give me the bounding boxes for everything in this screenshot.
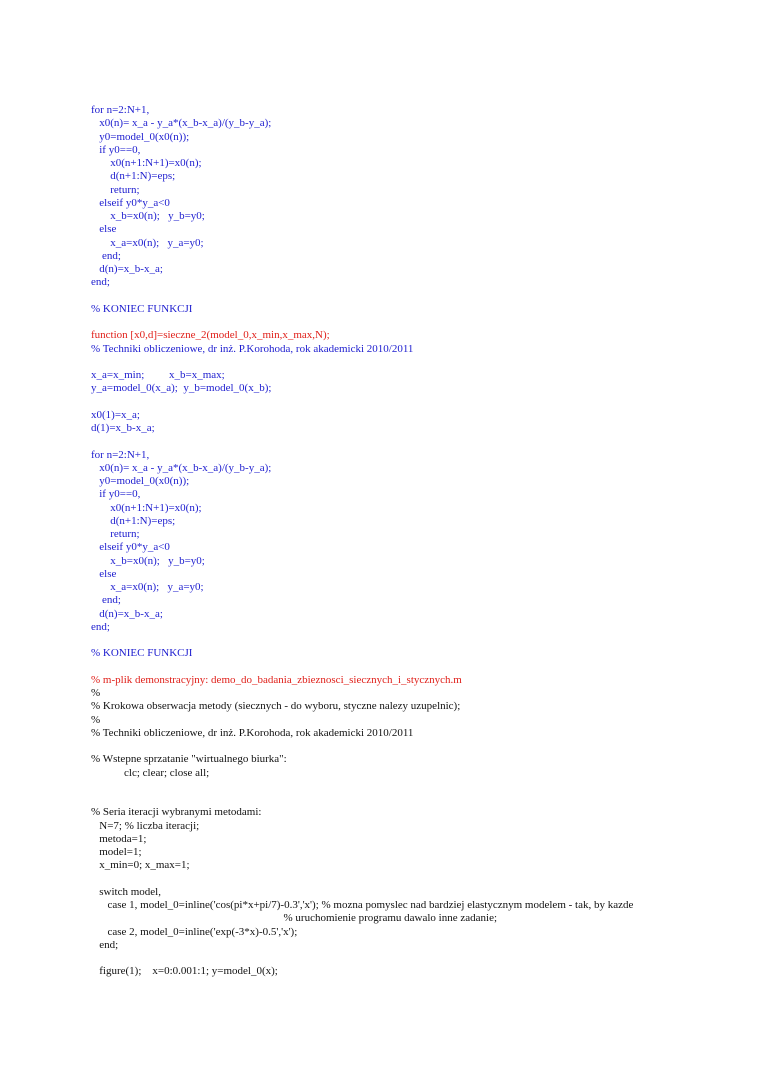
code-line: x_a=x0(n); y_a=y0; [91, 581, 204, 593]
code-line: % Wstepne sprzatanie "wirtualnego biurka": [91, 753, 287, 766]
code-line: for n=2:N+1, [91, 448, 150, 461]
code-line: d(n+1:N)=eps; [91, 170, 176, 183]
code-line: else [91, 223, 117, 236]
code-line: y0=model_0(x0(n)); [91, 130, 190, 143]
code-line: % KONIEC FUNKCJI [91, 302, 193, 315]
code-line: x0(n+1:N+1)=x0(n); [91, 157, 202, 169]
code-line: % Seria iteracji wybranymi metodami: [91, 806, 262, 819]
code-line: x_b=x0(n); y_b=y0; [91, 210, 205, 222]
code-line: for n=2:N+1, [91, 104, 150, 116]
code-line: end; [91, 620, 110, 633]
code-line: return; [91, 183, 140, 196]
code-line: x_b=x0(n); y_b=y0; [91, 554, 205, 567]
code-line: % KONIEC FUNKCJI [91, 647, 193, 660]
code-line: x_min=0; x_max=1; [91, 859, 190, 872]
code-line: case 1, model_0=inline('cos(pi*x+pi/7)-0.3','x'); % mozna pomyslec nad bardziej elastycznym modelem - tak, by kazde [91, 899, 634, 911]
code-line: % Techniki obliczeniowe, dr inż. P.Korohoda, rok akademicki 2010/2011 [91, 726, 414, 739]
code-line: x_a=x_min; x_b=x_max; [91, 369, 225, 381]
code-line: end; [91, 594, 121, 607]
code-line: metoda=1; [91, 832, 147, 845]
code-line: d(1)=x_b-x_a; [91, 422, 155, 434]
code-line: x0(n)= x_a - y_a*(x_b-x_a)/(y_b-y_a); [91, 461, 272, 474]
code-line: function [x0,d]=sieczne_2(model_0,x_min,x_max,N); [91, 329, 330, 342]
code-line: % uruchomienie programu dawalo inne zadanie; [91, 912, 498, 925]
code-line: end; [91, 938, 119, 951]
code-line: elseif y0*y_a<0 [91, 541, 170, 554]
code-line: % [91, 713, 101, 726]
code-line: switch model, [91, 885, 161, 898]
code-line: x0(1)=x_a; [91, 408, 140, 421]
code-line: y_a=model_0(x_a); y_b=model_0(x_b); [91, 382, 272, 395]
code-line: end; [91, 276, 110, 289]
code-line: figure(1); x=0:0.001:1; y=model_0(x); [91, 965, 278, 978]
code-line: % [91, 687, 101, 699]
code-line: return; [91, 528, 140, 540]
code-line: % m-plik demonstracyjny: demo_do_badania_zbieznosci_siecznych_i_stycznych.m [91, 673, 462, 686]
code-line: else [91, 567, 117, 580]
code-line: model=1; [91, 846, 142, 858]
code-line: clc; clear; close all; [91, 766, 210, 779]
code-line: % Krokowa obserwacja metody (siecznych - do wyboru, styczne nalezy uzupelnic); [91, 700, 461, 713]
code-line: d(n+1:N)=eps; [91, 514, 176, 527]
code-line: elseif y0*y_a<0 [91, 196, 170, 209]
code-line: % Techniki obliczeniowe, dr inż. P.Korohoda, rok akademicki 2010/2011 [91, 342, 414, 355]
code-line: y0=model_0(x0(n)); [91, 475, 190, 487]
code-line: x0(n+1:N+1)=x0(n); [91, 501, 202, 514]
code-line: case 2, model_0=inline('exp(-3*x)-0.5','x'); [91, 925, 298, 938]
code-line: end; [91, 249, 121, 262]
code-line: if y0==0, [91, 143, 141, 156]
code-line: N=7; % liczba iteracji; [91, 819, 200, 832]
code-line: d(n)=x_b-x_a; [91, 263, 163, 275]
code-line: x_a=x0(n); y_a=y0; [91, 236, 204, 249]
code-line: if y0==0, [91, 488, 141, 501]
code-line: d(n)=x_b-x_a; [91, 607, 163, 620]
code-line: x0(n)= x_a - y_a*(x_b-x_a)/(y_b-y_a); [91, 117, 272, 130]
